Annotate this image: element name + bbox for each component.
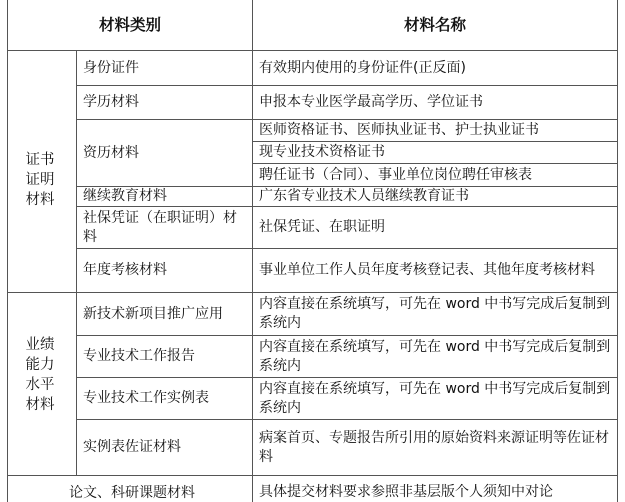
group-certificates: 证书 证明 材料 bbox=[25, 152, 55, 208]
row-item: 内容直接在系统填写，可先在 word 中书写完成后复制到系统内 bbox=[259, 338, 611, 374]
row-item: 申报本专业医学最高学历、学位证书 bbox=[259, 94, 483, 110]
row-sub-id: 身份证件 bbox=[83, 59, 139, 76]
row-sub-new-tech: 新技术新项目推广应用 bbox=[83, 305, 223, 322]
row-item: 医师资格证书、医师执业证书、护士执业证书 bbox=[259, 122, 539, 138]
row-item: 病案首页、专题报告所引用的原始资料来源证明等佐证材料 bbox=[259, 429, 609, 465]
header-name: 材料名称 bbox=[403, 15, 466, 34]
row-sub-work-report: 专业技术工作报告 bbox=[83, 348, 195, 364]
row-item: 广东省专业技术人员继续教育证书 bbox=[259, 188, 469, 204]
row-item: 社保凭证、在职证明 bbox=[259, 219, 385, 235]
header-category: 材料类别 bbox=[98, 15, 161, 34]
row-item: 现专业技术资格证书 bbox=[259, 144, 385, 160]
row-item: 内容直接在系统填写，可先在 word 中书写完成后复制到系统内 bbox=[259, 296, 611, 331]
group-performance: 业绩 能力 水平 材料 bbox=[25, 337, 55, 413]
row-sub-qualification: 资历材料 bbox=[83, 144, 139, 161]
row-sub-case-table: 专业技术工作实例表 bbox=[83, 390, 209, 406]
row-item: 有效期内使用的身份证件(正反面) bbox=[259, 59, 466, 76]
row-item: 具体提交材料要求参照非基层版个人须知中对论 bbox=[259, 484, 553, 500]
row-sub-papers: 论文、科研课题材料 bbox=[69, 485, 195, 501]
row-item: 内容直接在系统填写，可先在 word 中书写完成后复制到系统内 bbox=[259, 380, 611, 416]
row-item: 聘任证书（合同）、事业单位岗位聘任审核表 bbox=[259, 166, 532, 183]
row-sub-annual-review: 年度考核材料 bbox=[83, 262, 167, 278]
row-sub-continuing-edu: 继续教育材料 bbox=[83, 188, 167, 204]
row-sub-social-security: 社保凭证（在职证明）材料 bbox=[83, 209, 237, 245]
row-sub-evidence: 实例表佐证材料 bbox=[83, 439, 181, 455]
row-item: 事业单位工作人员年度考核登记表、其他年度考核材料 bbox=[259, 262, 595, 278]
row-sub-education: 学历材料 bbox=[83, 94, 139, 110]
